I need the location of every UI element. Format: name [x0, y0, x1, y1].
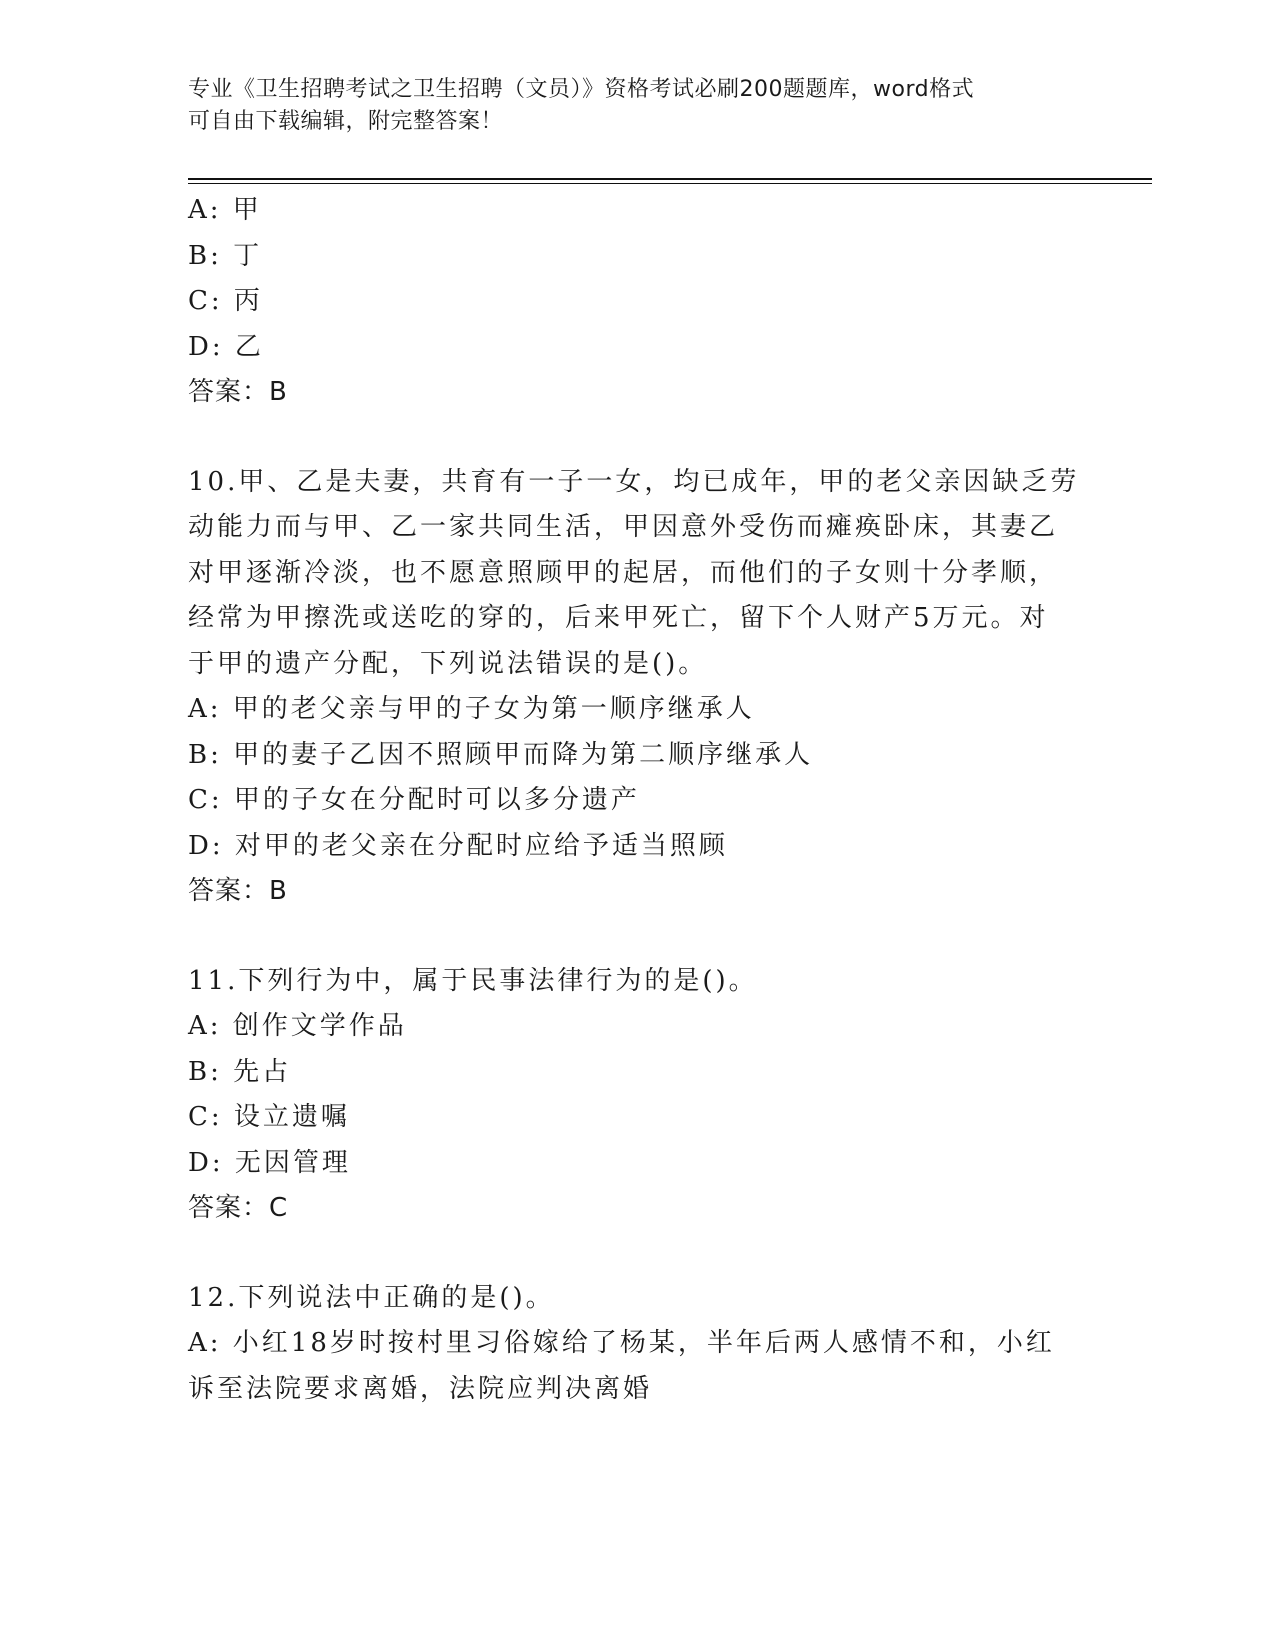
question-stem-line: 11.下列行为中，属于民事法律行为的是()。 [188, 965, 758, 996]
option-c: C: 设立遗嘱 [188, 1102, 350, 1132]
question-11 [188, 959, 1088, 1232]
option-d: D: 无因管理 [188, 1147, 351, 1178]
question-9 [188, 188, 1088, 416]
answer-line: 答案：B [188, 377, 288, 407]
option-a: A: 小红18岁时按村里习俗嫁给了杨某，半年后两人感情不和，小红 [188, 1328, 1055, 1358]
document-header [188, 74, 1068, 138]
option-a: A: 创作文学作品 [188, 1011, 407, 1041]
header-title-line-2: 可自由下载编辑，附完整答案！ [188, 109, 504, 134]
option-b: B: 甲的妻子乙因不照顾甲而降为第二顺序继承人 [188, 739, 814, 770]
option-d: D: 对甲的老父亲在分配时应给予适当照顾 [188, 830, 728, 861]
question-stem-line: 动能力而与甲、乙一家共同生活，甲因意外受伤而瘫痪卧床，其妻乙 [188, 512, 1059, 542]
option-c: C: 丙 [188, 286, 263, 316]
option-c: C: 甲的子女在分配时可以多分遗产 [188, 785, 640, 815]
header-divider-thick [188, 178, 1152, 180]
answer-line: 答案：C [188, 1193, 289, 1223]
question-stem-line: 10.甲、乙是夫妻，共育有一子一女，均已成年，甲的老父亲因缺乏劳 [188, 466, 1080, 497]
option-a: A: 甲 [188, 195, 262, 225]
header-divider-thin [188, 183, 1152, 184]
question-content [188, 188, 1088, 1412]
question-gap [188, 416, 1088, 460]
option-b: B: 丁 [188, 240, 263, 271]
option-d: D: 乙 [188, 331, 264, 362]
header-title-line-1: 专业《卫生招聘考试之卫生招聘（文员）》资格考试必刷200题题库，word格式 [188, 77, 975, 102]
option-a-continued: 诉至法院要求离婚，法院应判决离婚 [188, 1373, 653, 1404]
question-gap [188, 1232, 1088, 1276]
answer-line: 答案：B [188, 876, 288, 906]
question-10 [188, 460, 1088, 915]
question-gap [188, 915, 1088, 959]
question-12 [188, 1276, 1088, 1413]
question-stem-line: 12.下列说法中正确的是()。 [188, 1282, 555, 1313]
question-stem-line: 对甲逐渐冷淡，也不愿意照顾甲的起居，而他们的子女则十分孝顺， [188, 557, 1059, 588]
question-stem-line: 于甲的遗产分配，下列说法错误的是()。 [188, 648, 708, 679]
option-b: B: 先占 [188, 1056, 292, 1087]
option-a: A: 甲的老父亲与甲的子女为第一顺序继承人 [188, 694, 755, 724]
question-stem-line: 经常为甲擦洗或送吃的穿的，后来甲死亡，留下个人财产5万元。对 [188, 603, 1049, 633]
